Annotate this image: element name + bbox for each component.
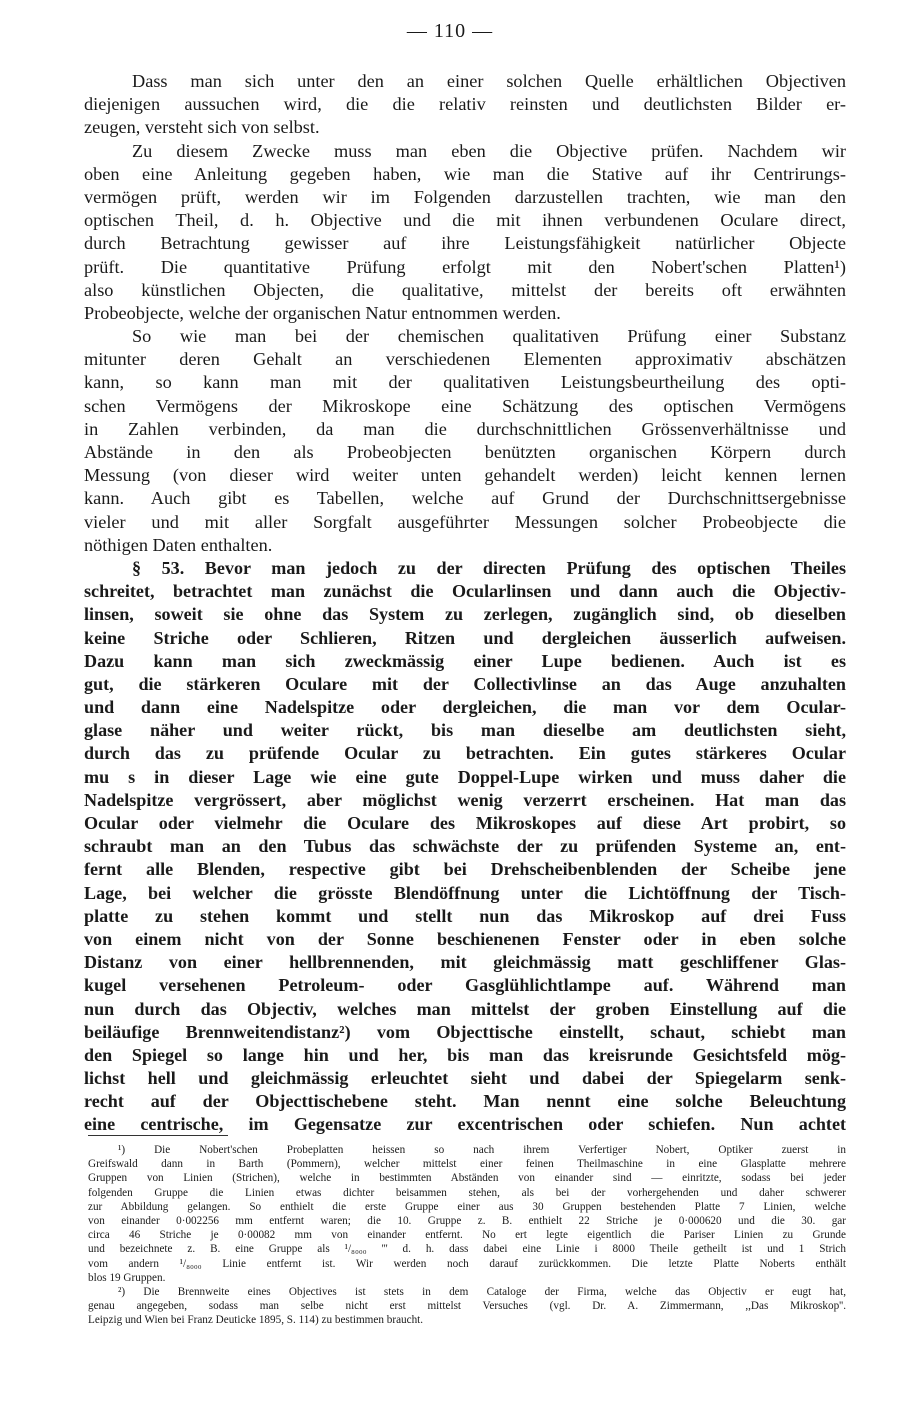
section-53-heading-line: § 53. Bevor man jedoch zu der directen Prüfung des optischen Theiles [132, 557, 846, 578]
text-line: platte zu stehen kommt und stellt nun das Mikroskop auf drei Fuss [84, 905, 846, 926]
text-line: Dazu kann man sich zweckmässig einer Lupe bedienen. Auch ist es [84, 650, 846, 671]
footnote-line: circa 46 Striche je 0·00082 mm von einander entfernt. No ert legte eigentlich die Pariser Linien zu Grunde [88, 1229, 846, 1242]
text-line: optischen Theil, d. h. Objective und die mit ihnen verbundenen Oculare direct, [84, 210, 846, 231]
footnote-line: vom andern ¹/₈₀₀₀ Linie entfernt ist. Wir werden noch darauf zurückkommen. Die letzte Platte Noberts enthält [88, 1257, 846, 1270]
text-line: Ocular oder vielmehr die Oculare des Mikroskopes auf diese Art probirt, so [84, 813, 846, 833]
text-line: kugel versehenen Petroleum- oder Gasglühlichtlampe auf. Während man [84, 975, 846, 996]
text-line: Nadelspitze vergrössert, aber möglichst wenig verzerrt erscheinen. Hat man das [84, 789, 846, 810]
page-number: — 110 — [406, 20, 494, 42]
text-line: kann, so kann man mit der qualitativen Leistungsbeurtheilung des opti- [84, 372, 846, 393]
text-line: in Zahlen verbinden, da man die durchschnittlichen Grössenverhältnisse und [84, 418, 846, 439]
footnote-line: Gruppen von Linien (Strichen), welche in bestimmten Abständen von einander sind — einritzte, sodass bei jeder [88, 1172, 846, 1185]
text-line: beiläufige Brennweitendistanz²) vom Objecttische einstellt, schaut, schiebt man [84, 1021, 846, 1042]
text-line: schen Vermögens der Mikroskope eine Schätzung des optischen Vermögens [84, 395, 846, 416]
text-line: Probeobjecte, welche der organischen Natur entnommen werden. [84, 302, 561, 323]
text-line: den Spiegel so lange hin und her, bis man das kreisrunde Gesichtsfeld mög- [84, 1044, 846, 1065]
text-line: Dass man sich unter den an einer solchen Quelle erhältlichen Objectiven [132, 71, 846, 91]
text-line: linsen, soweit sie ohne das System zu zerlegen, zugänglich sind, ob dieselben [84, 604, 846, 625]
footnote-line: Greifswald dann in Barth (Pommern), welcher mittelst einer feinen Theilmaschine in eine Glasplatte mehrere [88, 1158, 846, 1171]
text-line: also künstlichen Objecten, die qualitative, mittelst der bereits oft erwähnten [84, 279, 846, 300]
text-line: fernt alle Blenden, respective gibt bei Drehscheibenblenden der Scheibe jene [84, 859, 846, 880]
text-line: zeugen, versteht sich von selbst. [84, 117, 320, 138]
text-line: So wie man bei der chemischen qualitativen Prüfung einer Substanz [132, 326, 846, 347]
text-line: Distanz von einer hellbrennenden, mit gleichmässig matt geschliffener Glas- [84, 952, 846, 973]
text-line: oben eine Anleitung gegeben haben, wie man die Stative auf ihr Centrirungs- [84, 163, 846, 184]
text-line: von einem nicht von der Sonne beschienenen Fenster oder in eben solche [84, 928, 846, 949]
text-line: keine Striche oder Schlieren, Ritzen und dergleichen äusserlich aufweisen. [84, 627, 846, 648]
text-line: schreitet, betrachtet man zunächst die Ocularlinsen und dann auch die Objectiv- [84, 581, 846, 602]
text-line: Lage, bei welcher die grösste Blendöffnung unter die Lichtöffnung der Tisch- [84, 882, 846, 903]
footnote-line: genau angegeben, sodass man selbe nicht erst mittelst Versuches (vgl. Dr. A. Zimmermann, ,,Das Mikroskop''. [88, 1300, 846, 1313]
footnote-line: blos 19 Gruppen. [88, 1271, 166, 1284]
text-line: kann. Auch gibt es Tabellen, welche auf Grund der Durchschnittsergebnisse [84, 488, 846, 509]
text-line: nöthigen Daten enthalten. [84, 534, 273, 555]
text-line: vieler und mit aller Sorgfalt ausgeführter Messungen solcher Probeobjecte die [84, 511, 846, 532]
footnote-line: Leipzig und Wien bei Franz Deuticke 1895, S. 114) zu bestimmen braucht. [88, 1314, 424, 1327]
text-line: und dann eine Nadelspitze oder dergleichen, die man vor dem Ocular- [84, 697, 846, 718]
body-text [84, 70, 846, 1137]
text-line: recht auf der Objecttischebene steht. Man nennt eine solche Beleuchtung [84, 1091, 846, 1112]
footnote-line: ²) Die Brennweite eines Objectives ist stets in dem Cataloge der Firma, welche das Objectiv er eugt hat, [118, 1285, 846, 1298]
text-line: mitunter deren Gehalt an verschiedenen Elementen approximativ abschätzen [84, 349, 846, 370]
text-line: vermögen prüft, werden wir im Folgenden darzustellen trachten, wie man den [84, 186, 846, 207]
text-line: mu s in dieser Lage wie eine gute Doppel-Lupe wirken und muss daher die [84, 766, 846, 787]
text-line: Messung (von dieser wird weiter unten gehandelt werden) leicht kennen lernen [84, 465, 846, 486]
footnote-line: und bezeichnete z. B. eine Gruppe als ¹/₈₀₀₀ ''' d. h. dass dabei eine Linie i 8000 Theile getheilt ist und 1 Strich [88, 1243, 846, 1256]
text-line: schraubt man an den Tubus das schwächste der zu prüfenden Systeme an, ent- [84, 836, 846, 857]
text-line: gut, die stärkeren Oculare mit der Collectivlinse an das Auge anzuhalten [84, 673, 846, 694]
text-line: Zu diesem Zwecke muss man eben die Objective prüfen. Nachdem wir [132, 140, 846, 161]
text-line: glase näher und weiter rückt, bis man dieselbe am deutlichsten sieht, [84, 720, 846, 741]
text-line: prüft. Die quantitative Prüfung erfolgt mit den Nobert'schen Platten¹) [84, 256, 846, 277]
text-line: lichst hell und gleichmässig erleuchtet sieht und dabei der Spiegelarm senk- [84, 1068, 846, 1089]
text-line: diejenigen aussuchen wird, die die relativ reinsten und deutlichsten Bilder er- [84, 94, 846, 115]
text-line: Abstände in den als Probeobjecten benützten organischen Körpern durch [84, 442, 846, 462]
footnotes [88, 1143, 846, 1327]
footnote-line: von einander 0·002256 mm entfernt waren; die 10. Gruppe z. B. enthielt 22 Striche je 0·000620 und die 30. gar [88, 1214, 846, 1227]
footnote-line: ¹) Die Nobert'schen Probeplatten heissen so nach ihrem Verfertiger Nobert, Optiker zuerst in [118, 1144, 846, 1156]
text-line: nun durch das Objectiv, welches man mittelst der groben Einstellung auf die [84, 998, 846, 1019]
text-line: durch das zu prüfende Ocular zu betrachten. Ein gutes stärkeres Ocular [84, 743, 846, 764]
footnote-divider [88, 1135, 228, 1136]
text-line: durch Betrachtung gewisser auf ihre Leistungsfähigkeit natürlicher Objecte [84, 233, 846, 254]
footnote-line: folgenden Gruppe die Linien etwas dichter beisammen stehen, als bei der vorhergehenden und daher schwerer [88, 1186, 846, 1199]
footnote-line: zur Abbildung gelangen. So enthielt die erste Gruppe einer aus 30 Gruppen bestehenden Platte 7 Linien, welche [88, 1200, 846, 1213]
text-line: eine centrische, im Gegensatze zur excentrischen oder schiefen. Nun achtet [84, 1114, 846, 1135]
